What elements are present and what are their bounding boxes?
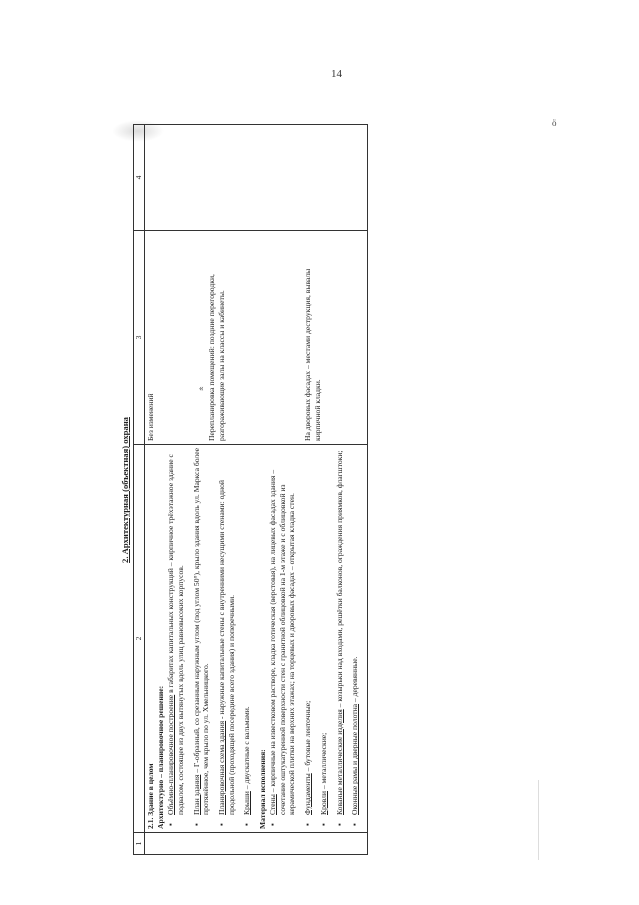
bullet-icon: ▪ [318,823,328,826]
item-term: Объёмно-планировочное построение [166,694,176,815]
list-item [350,448,360,826]
material-list [268,448,360,829]
item-term: Планировочная схема здания [217,720,227,815]
condition-cell [144,231,367,445]
item-text: – двускатные с вальмами. [242,706,252,792]
item-text: - наружные капитальные стены с внутренними несущими стенами: одной продольной (проходящей посередине всего здания) и поперечными. [217,480,236,815]
item-term: Крыши [242,791,252,815]
item-text: – деревянные. [350,656,360,704]
scan-line [538,780,539,860]
bullet-icon: ▪ [303,823,313,826]
description-cell [144,445,367,833]
item-term: Фундаменты [303,773,313,815]
bullet-icon: ▪ [217,823,227,826]
planning-list [166,448,252,829]
item-text: – Г-образный, со срезанным наружным углом (под углом 50°), крыло здания вдоль ул. Маркса более протяжённое, чем крыло по ул. Хмельницкого. [191,448,211,815]
item-text: – бутовые ленточные; [303,700,313,774]
planning-subheading: Архитектурно – планировочное решение: [156,685,166,829]
table-row [144,125,367,855]
list-item [242,448,252,826]
item-text: – металлические; [318,732,328,791]
column-number-3: 3 [134,231,145,445]
column-number-1: 1 [134,833,145,855]
architecture-table [133,124,368,855]
list-item [191,448,211,826]
item-term: План здания [191,774,201,815]
row-index-cell [144,833,367,855]
page-number: 14 [331,68,342,80]
list-item [217,448,236,826]
spacer [233,234,303,441]
column-number-2: 2 [134,445,145,833]
spacer [161,234,207,441]
left-margin-mark: « [199,383,204,393]
item-term: Кровли [318,791,328,815]
list-item [318,448,329,826]
bullet-icon: ▪ [350,823,360,826]
bullet-icon: ▪ [166,823,176,826]
bullet-icon: ▪ [191,823,201,826]
note-courtyard: На дворовых фасадах – местами деструкция, вывалы кирпичной кладки. [302,268,322,441]
item-text: – кирпичные на известковом растворе, кладка готическая (верстовая), на лицевых фасадах здания – сочетание оштукатуренной поверхности стен с гранитной облицовкой на 1-м этаже и с облицовкой из керамической плитки на верхних этажах; на торцевых и дворовых фасадах – открытая кладка стен. [267,469,297,815]
item-text: в габаритах капитальных конструкций – кирпичное трёхэтажное здание с подвалом, состоящее из двух вытянутых вдоль улиц равновысоких корпусов. [166,454,185,815]
bullet-icon: ▪ [267,823,277,826]
list-item [166,448,185,826]
note-replanning: Перепланировка помещений: поздние перегородки, разгораживающие залы на классы и кабинеты. [207,274,227,441]
item-term: Кованые металлические изделия [334,709,344,815]
bullet-icon: ▪ [334,823,344,826]
item-term: Оконные рамы и дверные полотна [350,703,360,815]
list-item [334,448,345,826]
item-term: Стены [267,794,277,815]
item-text: – козырьки над входами, решётки балконов, ограждения приямков, флагштоки; [334,450,344,710]
note-no-changes: Без изменений [145,393,155,441]
material-subheading: Материал исполнения: [258,749,268,829]
right-margin-mark: ö [552,118,557,128]
rotated-table-block [117,125,507,855]
bullet-icon: ▪ [242,823,252,826]
remarks-cell [144,125,367,231]
list-item [267,448,297,826]
list-item [303,448,313,826]
column-number-row [134,125,145,855]
table-heading: 2. Архитектурная (объектная) охрана [120,417,130,563]
column-number-4: 4 [134,125,145,231]
section-title: 2.1. Здание в целом [145,763,155,829]
